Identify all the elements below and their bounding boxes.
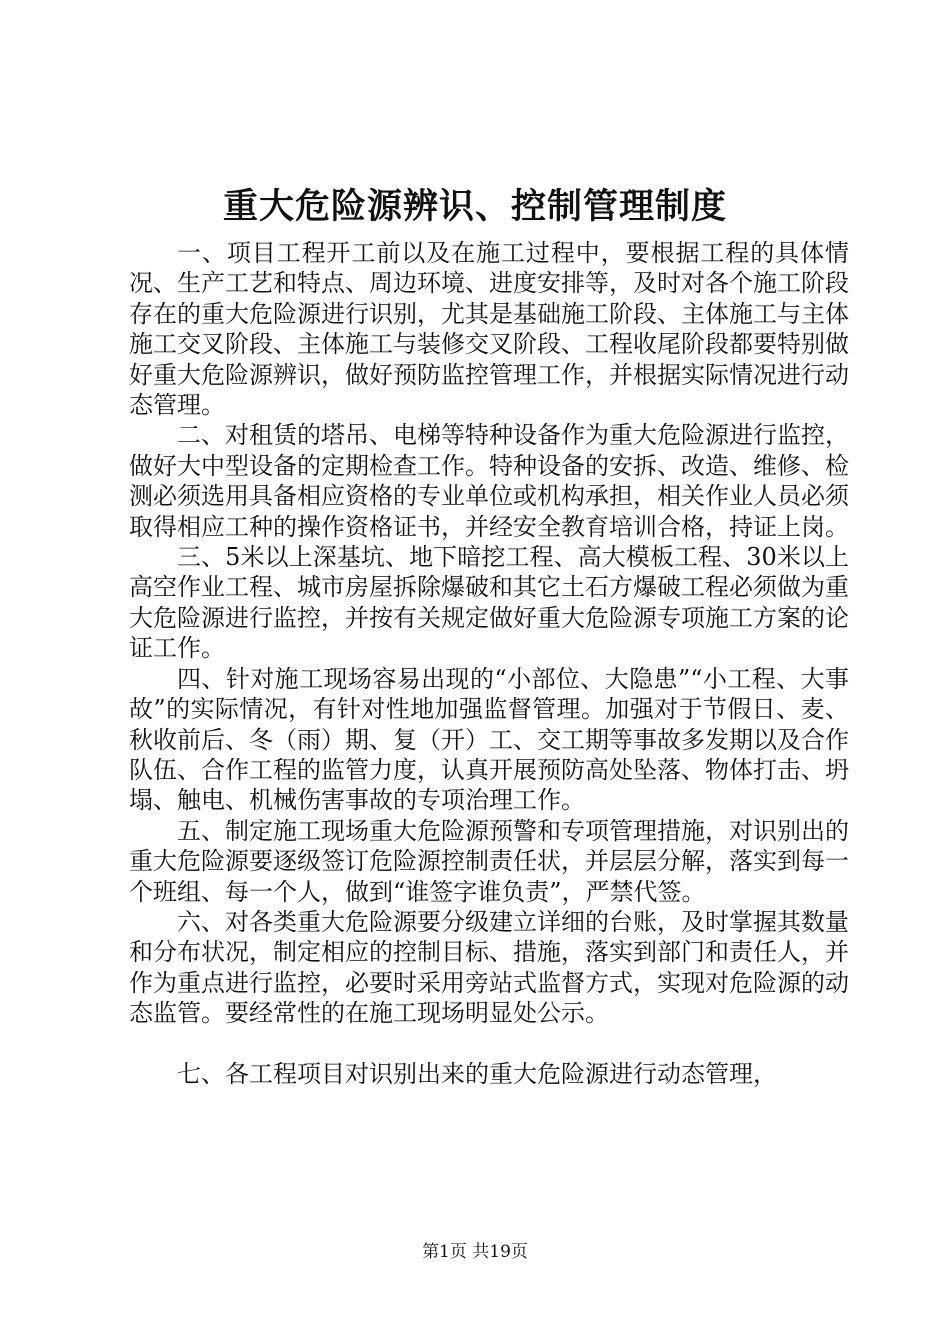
page-number-footer: 第1页 共19页 bbox=[422, 1242, 528, 1262]
document-title: 重大危险源辨识、控制管理制度 bbox=[222, 186, 727, 227]
paragraph-2: 二、对租赁的塔吊、电梯等特种设备作为重大危险源进行监控，做好大中型设备的定期检查工作。特种设备的安拆、改造、维修、检测必须选用具备相应资格的专业单位或机构承担，相关作业人员必须取得相应工种的操作资格证书，并经安全教育培训合格，持证上岗。 bbox=[129, 421, 849, 541]
paragraph-3: 三、5米以上深基坑、地下暗挖工程、高大模板工程、30米以上高空作业工程、城市房屋拆除爆破和其它土石方爆破工程必须做为重大危险源进行监控，并按有关规定做好重大危险源专项施工方案的论证工作。 bbox=[129, 543, 849, 663]
paragraph-5: 五、制定施工现场重大危险源预警和专项管理措施，对识别出的重大危险源要逐级签订危险源控制责任状，并层层分解，落实到每一个班组、每一个人，做到“谁签字谁负责”，严禁代签。 bbox=[129, 816, 849, 906]
paragraph-1: 一、项目工程开工前以及在施工过程中，要根据工程的具体情况、生产工艺和特点、周边环境、进度安排等，及时对各个施工阶段存在的重大危险源进行识别，尤其是基础施工阶段、主体施工与主体施工交叉阶段、主体施工与装修交叉阶段、工程收尾阶段都要特别做好重大危险源辨识，做好预防监控管理工作，并根据实际情况进行动态管理。 bbox=[129, 239, 849, 420]
paragraph-7: 七、各工程项目对识别出来的重大危险源进行动态管理， bbox=[177, 1059, 777, 1088]
document-body bbox=[129, 238, 849, 1089]
paragraph-6: 六、对各类重大危险源要分级建立详细的台账，及时掌握其数量和分布状况，制定相应的控制目标、措施，落实到部门和责任人，并作为重点进行监控，必要时采用旁站式监督方式，实现对危险源的动态监管。要经常性的在施工现场明显处公示。 bbox=[129, 907, 849, 1028]
paragraph-4: 四、针对施工现场容易出现的“小部位、大隐患”“小工程、大事故”的实际情况，有针对性地加强监督管理。加强对于节假日、麦、秋收前后、冬（雨）期、复（开）工、交工期等事故多发期以及合作队伍、合作工程的监管力度，认真开展预防高处坠落、物体打击、坍塌、触电、机械伤害事故的专项治理工作。 bbox=[129, 664, 849, 815]
